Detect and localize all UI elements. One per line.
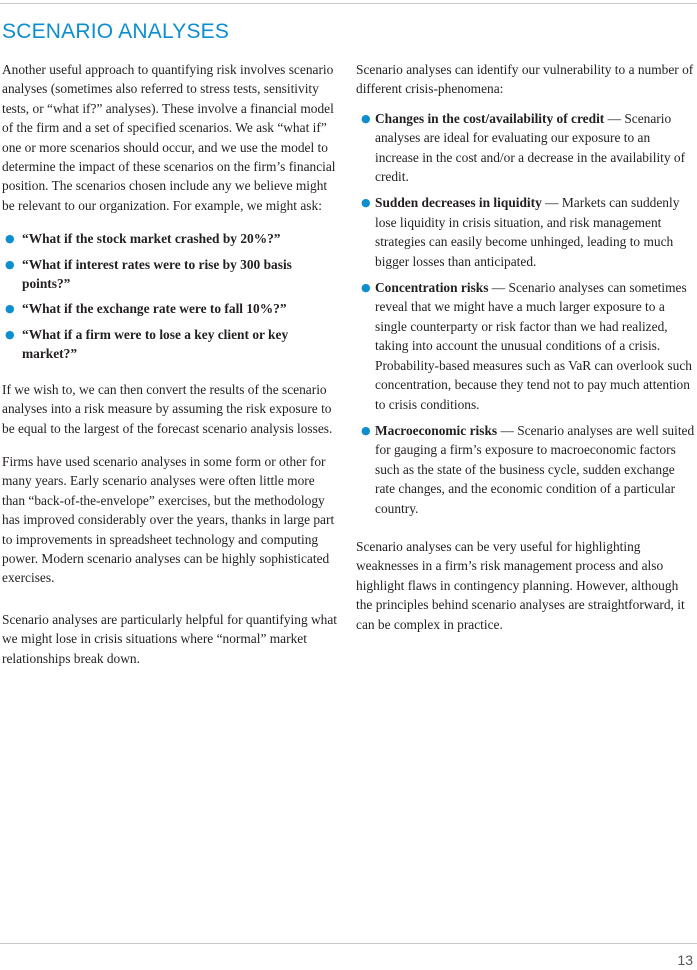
history-paragraph: Firms have used scenario analyses in some form or other for many years. Early scenario analyses were often little more than “back-of-the-envelope” exercises, but the methodology has improved considerably over the years, thanks in large part to improvements in spreadsheet technology and computing power. Modern scenario analyses can be highly sophisticated exercises. bbox=[2, 453, 335, 586]
item-term: Macroeconomic risks bbox=[375, 422, 498, 438]
item-term: Changes in the cost/availability of credit bbox=[375, 110, 605, 126]
item-text: — Scenario analyses can sometimes reveal that we might have a much larger exposure to a single counterparty or risk factor than we had realized, taking into account the unusual conditions of a crisis. Probability-based measures such as VaR can overlook such concentration, because they tend not to pay much attention to crisis conditions. bbox=[375, 280, 692, 412]
list-item: ● “What if the stock market crashed by 20%?” bbox=[2, 229, 340, 248]
list-item: ● “What if the exchange rate were to fall 10%?” bbox=[2, 299, 340, 318]
list-item bbox=[356, 109, 696, 187]
page-number: 13 bbox=[677, 952, 693, 968]
closing-paragraph: Scenario analyses can be very useful for highlighting weaknesses in a firm’s risk management process and also highlight flaws in contingency planning. However, although the principles behind scenario analyses are straightforward, it can be complex in practice. bbox=[356, 538, 685, 632]
intro-paragraph: Another useful approach to quantifying risk involves scenario analyses (sometimes also referred to stress tests, sensitivity tests, or “what if?” analyses). These involve a financial model of the firm and a set of specified scenarios. We ask “what if” one or more scenarios should occur, and we use the model to determine the impact of these scenarios on the firm’s financial position. The scenarios chosen include any we believe might be relevant to our organization. For example, we might ask: bbox=[2, 62, 336, 213]
bullet-icon: ● bbox=[361, 281, 371, 295]
crisis-paragraph: Scenario analyses are particularly helpful for quantifying what we might lose in crisis situations where “normal” market relationships break down. bbox=[2, 611, 338, 666]
bullet-icon: ● bbox=[361, 111, 371, 125]
item-term: Sudden decreases in liquidity bbox=[375, 195, 542, 211]
list-item: ● “What if a firm were to lose a key client or key market?” bbox=[5, 326, 289, 362]
right-intro-paragraph: Scenario analyses can identify our vulnerability to a number of different crisis-phenomena: bbox=[356, 62, 694, 97]
list-item bbox=[356, 278, 696, 414]
bullet-icon: ● bbox=[5, 232, 15, 246]
phenomena-list bbox=[356, 109, 696, 518]
item-text: — Scenario analyses are ideal for evaluating our exposure to an increase in the cost and/or a decrease in the availability of credit. bbox=[375, 110, 686, 185]
item-term: Concentration risks bbox=[375, 280, 489, 296]
bullet-icon: ● bbox=[361, 423, 371, 437]
list-item bbox=[356, 193, 696, 271]
list-item: ● “What if interest rates were to rise by 300 basis points?” bbox=[5, 256, 292, 292]
top-divider bbox=[0, 3, 697, 4]
question-list bbox=[2, 229, 340, 363]
bullet-icon: ● bbox=[5, 257, 15, 271]
right-column bbox=[356, 60, 696, 634]
bullet-icon: ● bbox=[5, 302, 15, 316]
bullet-icon: ● bbox=[361, 196, 371, 210]
bottom-divider bbox=[0, 943, 697, 944]
bullet-icon: ● bbox=[5, 327, 15, 341]
left-column bbox=[2, 60, 340, 668]
page-title: SCENARIO ANALYSES bbox=[2, 20, 230, 43]
item-text: — Scenario analyses are well suited for gauging a firm’s exposure to macroeconomic factors such as the state of the business cycle, sudden exchange rate changes, and the economic condition of a particular country. bbox=[375, 422, 695, 516]
item-text: — Markets can suddenly lose liquidity in crisis situation, and risk management strategies can easily become unhinged, leading to much bigger losses than anticipated. bbox=[375, 195, 680, 269]
list-item bbox=[356, 421, 696, 518]
risk-measure-paragraph: If we wish to, we can then convert the results of the scenario analyses into a risk measure by assuming the risk exposure to be equal to the largest of the forecast scenario analysis losses. bbox=[2, 381, 333, 436]
